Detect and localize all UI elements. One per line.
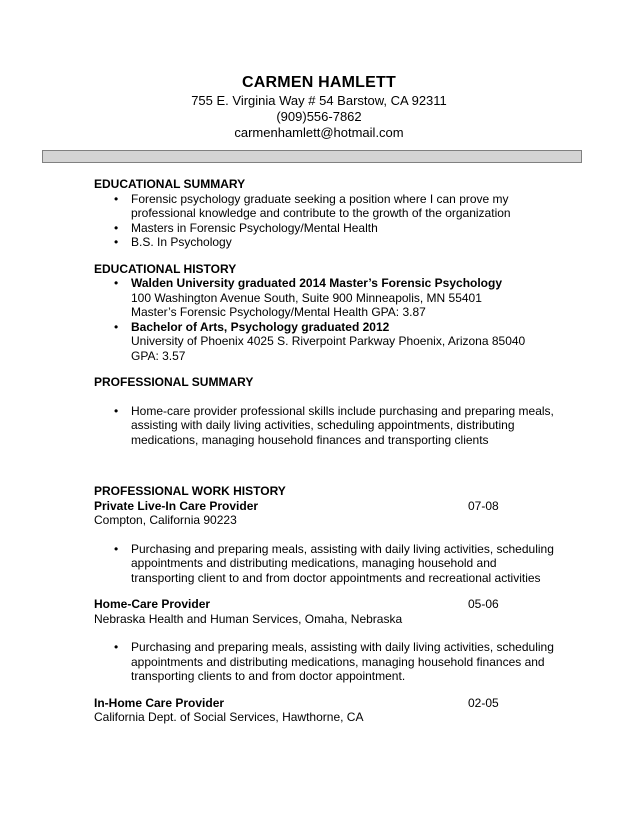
job-location: Nebraska Health and Human Services, Omaha, Nebraska bbox=[94, 611, 403, 626]
job-header bbox=[94, 597, 554, 612]
list-item: • Forensic psychology graduate seeking a position where I can prove my professional knowledge and contribute to the growth of the organization bbox=[94, 192, 554, 221]
job-title: In-Home Care Provider bbox=[94, 695, 225, 710]
education-entry bbox=[94, 320, 554, 364]
education-heading: • Walden University graduated 2014 Master’s Forensic Psychology bbox=[131, 276, 503, 290]
professional-summary-title: PROFESSIONAL SUMMARY bbox=[94, 375, 254, 389]
educational-history-list bbox=[94, 276, 554, 363]
job-header bbox=[94, 696, 554, 711]
job-title: Home-Care Provider bbox=[94, 597, 211, 611]
job-location: Compton, California 90223 bbox=[94, 513, 237, 527]
address: 755 E. Virginia Way # 54 Barstow, CA 92311 bbox=[191, 93, 447, 108]
job-location: California Dept. of Social Services, Hawthorne, CA bbox=[94, 710, 364, 724]
header-divider-bar bbox=[42, 150, 582, 163]
education-address: University of Phoenix 4025 S. Riverpoint Parkway Phoenix, Arizona 85040 bbox=[131, 334, 526, 348]
job-dates: 07-08 bbox=[468, 498, 499, 513]
list-item: • Home-care provider professional skills include purchasing and preparing meals, assisting with daily living activities, scheduling appointments, distributing medications, managing household finances and transporting clients bbox=[94, 404, 554, 448]
education-address: 100 Washington Avenue South, Suite 900 Minneapolis, MN 55401 bbox=[131, 290, 482, 305]
job-duties-list bbox=[94, 542, 554, 586]
education-entry bbox=[94, 276, 554, 320]
phone-number: (909)556-7862 bbox=[276, 109, 362, 124]
list-item: • Masters in Forensic Psychology/Mental Health bbox=[94, 221, 554, 236]
education-gpa: GPA: 3.57 bbox=[131, 348, 186, 363]
job-dates: 05-06 bbox=[468, 597, 499, 611]
list-item: • Purchasing and preparing meals, assisting with daily living activities, scheduling appointments and distributing medications, managing household finances and transporting clients to and from doctor appointment. bbox=[94, 640, 554, 684]
job-header bbox=[94, 499, 554, 514]
candidate-name: CARMEN HAMLETT bbox=[242, 74, 396, 91]
education-heading: • Bachelor of Arts, Psychology graduated 2012 bbox=[131, 319, 390, 334]
professional-summary-list bbox=[94, 404, 554, 448]
educational-summary-list bbox=[94, 192, 554, 250]
job-title: Private Live-In Care Provider bbox=[94, 498, 259, 513]
resume-body bbox=[94, 177, 554, 725]
list-item: • B.S. In Psychology bbox=[94, 235, 554, 250]
job-dates: 02-05 bbox=[468, 695, 499, 710]
email-address: carmenhamlett@hotmail.com bbox=[234, 125, 404, 140]
educational-summary-title: EDUCATIONAL SUMMARY bbox=[94, 177, 246, 191]
job-duties-list bbox=[94, 640, 554, 684]
work-history-title: PROFESSIONAL WORK HISTORY bbox=[94, 484, 286, 498]
education-degree: Master’s Forensic Psychology/Mental Health GPA: 3.87 bbox=[131, 305, 426, 319]
educational-history-title: EDUCATIONAL HISTORY bbox=[94, 261, 237, 276]
resume-header bbox=[0, 73, 638, 141]
list-item: • Purchasing and preparing meals, assisting with daily living activities, scheduling appointments and distributing medications, managing household and transporting client to and from doctor appointments and recreational activities bbox=[94, 542, 554, 586]
